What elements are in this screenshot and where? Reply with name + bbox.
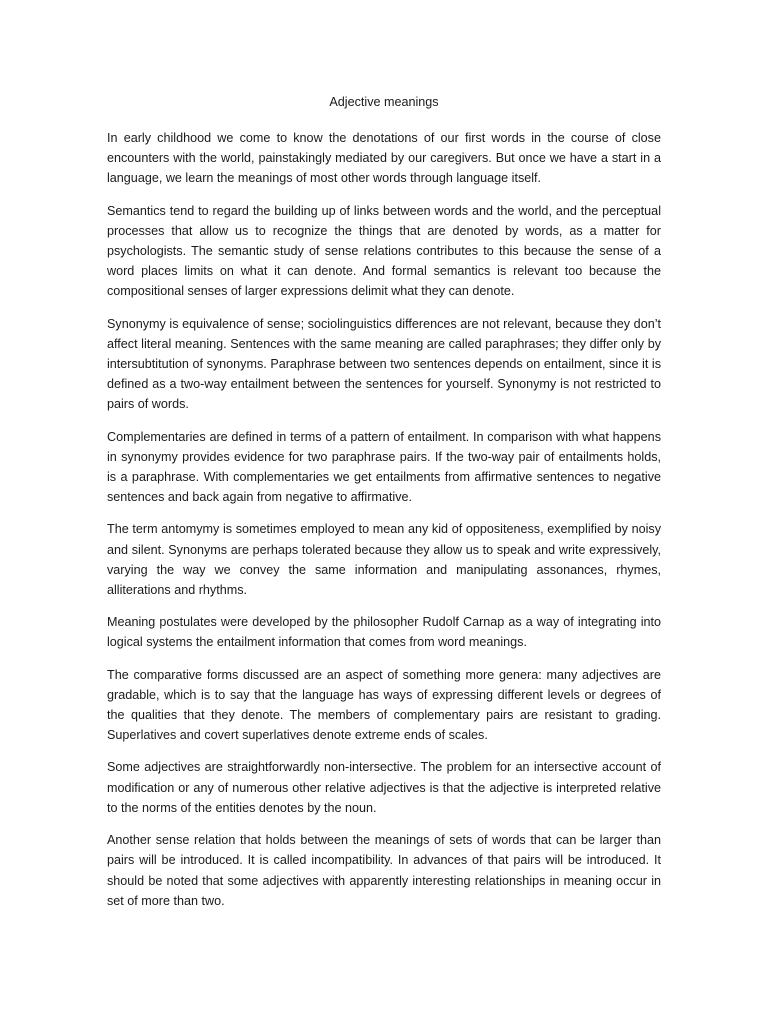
paragraph-2: Semantics tend to regard the building up of links between words and the world, and the perceptual processes that allow us to recognize the things that are denoted by words, as a matter for psychologists. The semantic study of sense relations contributes to this because the sense of a word places limits on what it can denote. And formal semantics is relevant too because the compositional senses of larger expressions delimit what they can denote. <box>107 203 661 299</box>
paragraph-6: Meaning postulates were developed by the philosopher Rudolf Carnap as a way of integrating into logical systems the entailment information that comes from word meanings. <box>107 615 661 650</box>
paragraph-8: Some adjectives are straightforwardly non-intersective. The problem for an intersective account of modification or any of numerous other relative adjectives is that the adjective is interpreted relative to the norms of the entities denotes by the noun. <box>107 760 661 815</box>
paragraph-1: In early childhood we come to know the denotations of our first words in the course of close encounters with the world, painstakingly mediated by our caregivers. But once we have a start in a language, we learn the meanings of most other words through language itself. <box>107 131 661 186</box>
document-page <box>107 92 661 923</box>
paragraph-5: The term antomymy is sometimes employed to mean any kid of oppositeness, exemplified by noisy and silent. Synonyms are perhaps tolerated because they allow us to speak and write expressively, varying the way we convey the same information and manipulating assonances, rhymes, alliterations and rhythms. <box>107 522 661 598</box>
paragraph-3: Synonymy is equivalence of sense; sociolinguistics differences are not relevant, because they don’t affect literal meaning. Sentences with the same meaning are called paraphrases; they differ only by intersubtitution of synonyms. Paraphrase between two sentences depends on entailment, since it is defined as a two-way entailment between the sentences for yourself. Synonymy is not restricted to pairs of words. <box>107 316 661 412</box>
paragraph-9: Another sense relation that holds between the meanings of sets of words that can be larger than pairs will be introduced. It is called incompatibility. In advances of that pairs will be introduced. It should be noted that some adjectives with apparently interesting relationships in meaning occur in set of more than two. <box>107 833 661 908</box>
document-title: Adjective meanings <box>329 95 439 109</box>
paragraph-4: Complementaries are defined in terms of a pattern of entailment. In comparison with what happens in synonymy provides evidence for two paraphrase pairs. If the two-way pair of entailments holds, is a paraphrase. With complementaries we get entailments from affirmative sentences to negative sentences and back again from negative to affirmative. <box>107 429 661 505</box>
paragraph-7: The comparative forms discussed are an aspect of something more genera: many adjectives are gradable, which is to say that the language has ways of expressing different levels or degrees of the qualities that they denote. The members of complementary pairs are resistant to grading. Superlatives and covert superlatives denote extreme ends of scales. <box>107 667 661 743</box>
